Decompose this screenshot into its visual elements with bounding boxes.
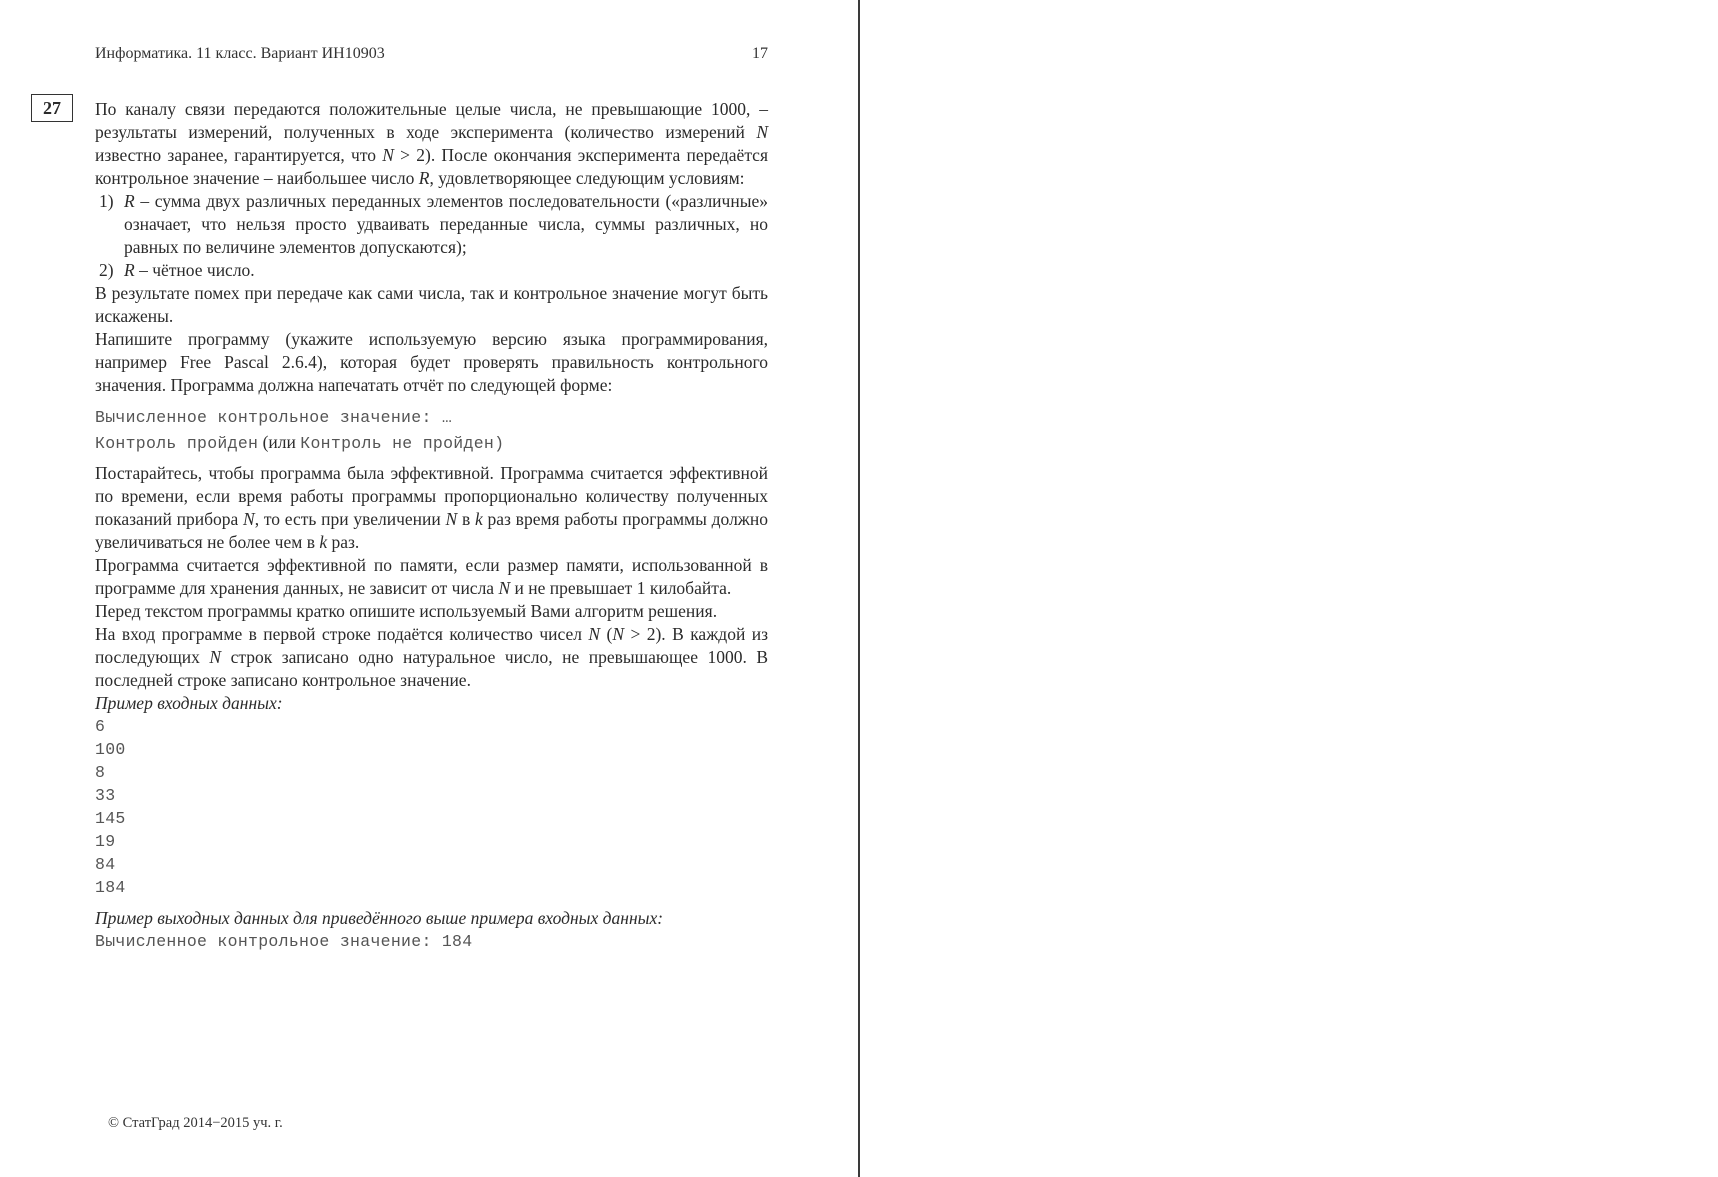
output-example-label: Пример выходных данных для приведённого выше примера входных данных:	[95, 908, 664, 928]
condition-2: 2) R – чётное число.	[99, 260, 255, 280]
efficiency-time: Постарайтесь, чтобы программа была эффективной. Программа считается эффективной по времени, если время работы программы пропорционально количеству полученных показаний прибора N, то есть при увеличении N в k раз время работы программы должно увеличиваться не более чем в k раз.	[95, 463, 769, 552]
output-example: Вычисленное контрольное значение: 184	[95, 932, 473, 951]
task-content	[95, 98, 768, 953]
report-form	[95, 405, 768, 456]
header-title: Информатика. 11 класс. Вариант ИН10903	[95, 45, 385, 62]
input-example-label: Пример входных данных:	[95, 693, 283, 713]
input-line: 184	[95, 878, 126, 897]
task-number-box: 27	[31, 94, 73, 122]
intro-paragraph: По каналу связи передаются положительные целые числа, не превышающие 1000, – результаты измерений, полученных в ходе эксперимента (количество измерений N известно заранее, гарантируется, что N > 2). После окончания эксперимента передаётся контрольное значение – наибольшее число R, удовлетворяющее следующим условиям:	[95, 99, 768, 188]
algorithm-note: Перед текстом программы кратко опишите используемый Вами алгоритм решения.	[95, 601, 718, 621]
page-divider	[858, 0, 860, 1177]
report-line-1: Вычисленное контрольное значение: …	[95, 408, 453, 427]
input-line: 19	[95, 832, 116, 851]
condition-1: 1) R – сумма двух различных переданных элементов последовательности («различные» означает, что нельзя просто удваивать переданные числа, суммы различных, но равных по величине элементов допускаются);	[99, 191, 768, 257]
input-line: 100	[95, 740, 126, 759]
program-task: Напишите программу (укажите используемую версию языка программирования, например Free Pascal 2.6.4), которая будет проверять правильность контрольного значения. Программа должна напечатать отчёт по следующей форме:	[95, 329, 768, 395]
input-description: На вход программе в первой строке подаётся количество чисел N (N > 2). В каждой из последующих N строк записано одно натуральное число, не превышающее 1000. В последней строке записано контрольное значение.	[95, 624, 769, 690]
page-number: 17	[752, 45, 768, 62]
input-example	[95, 715, 768, 899]
page-header	[95, 45, 768, 63]
input-line: 6	[95, 717, 106, 736]
input-line: 8	[95, 763, 106, 782]
input-line: 33	[95, 786, 116, 805]
efficiency-memory: Программа считается эффективной по памяти, если размер памяти, использованной в программе для хранения данных, не зависит от числа N и не превышает 1 килобайта.	[95, 555, 768, 598]
report-line-2: Контроль пройден (или Контроль не пройден)	[95, 432, 505, 453]
page-footer: © СтатГрад 2014−2015 уч. г.	[108, 1115, 283, 1131]
noise-note: В результате помех при передаче как сами числа, так и контрольное значение могут быть искажены.	[95, 283, 768, 326]
input-line: 145	[95, 809, 126, 828]
input-line: 84	[95, 855, 116, 874]
